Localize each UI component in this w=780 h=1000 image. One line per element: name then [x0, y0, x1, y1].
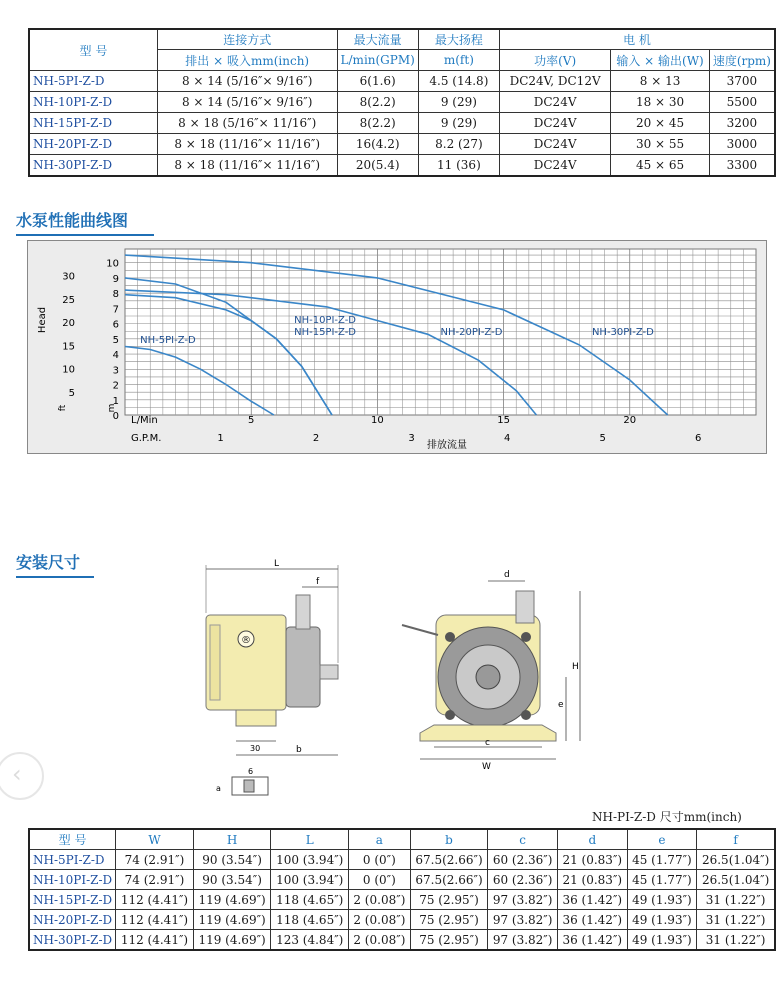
dimensions-table — [28, 828, 776, 951]
x-tick-gpm: 5 — [599, 433, 606, 444]
spec-flow: 8(2.2) — [337, 113, 418, 134]
dims-cell: 75 (2.95″) — [410, 930, 488, 951]
spec-head: 9 (29) — [418, 113, 499, 134]
dims-cell: 49 (1.93″) — [627, 910, 697, 930]
y-tick-m: 8 — [112, 289, 119, 301]
spec-connection: 8 × 18 (11/16″× 11/16″) — [157, 134, 337, 155]
install-section-title-text: 安装尺寸 — [16, 553, 81, 572]
x-unit-lmin: L/Min — [131, 415, 158, 426]
y-tick-m: 2 — [112, 380, 119, 392]
dims-cell: 31 (1.22″) — [697, 930, 775, 951]
dims-cell: 75 (2.95″) — [410, 890, 488, 910]
spec-header-head-unit: m(ft) — [418, 50, 499, 71]
dims-cell: 45 (1.77″) — [627, 850, 697, 870]
ft-unit-label: ft — [58, 404, 68, 412]
drawing-caption: NH-PI-Z-D 尺寸mm(inch) — [592, 810, 742, 824]
dims-header-model: 型 号 — [29, 829, 116, 850]
spec-model: NH-5PI-Z-D — [29, 71, 157, 92]
dims-cell: 119 (4.69″) — [193, 890, 271, 910]
dims-cell: 2 (0.08″) — [349, 890, 411, 910]
bolt — [521, 632, 531, 642]
dims-cell: 67.5(2.66″) — [410, 850, 488, 870]
dims-cell: 118 (4.65″) — [271, 910, 349, 930]
dims-header-a: a — [349, 829, 411, 850]
dims-cell: 31 (1.22″) — [697, 910, 775, 930]
dims-header-d: d — [557, 829, 627, 850]
curve-section-title — [16, 208, 128, 231]
inlet-center — [476, 665, 500, 689]
table-row — [29, 71, 775, 92]
dims-cell: 45 (1.77″) — [627, 870, 697, 890]
y-tick-ft: 25 — [62, 294, 75, 306]
spec-header-power: 功率(V) — [499, 50, 610, 71]
title-underline — [16, 576, 94, 578]
dims-cell: NH-30PI-Z-D — [29, 930, 116, 951]
spec-io: 8 × 13 — [611, 71, 710, 92]
table-row — [29, 155, 775, 177]
series-label: NH-15PI-Z-D — [294, 327, 357, 339]
y-tick-ft: 15 — [62, 341, 75, 353]
dims-header-c: c — [488, 829, 558, 850]
dims-cell: 67.5(2.66″) — [410, 870, 488, 890]
dims-cell: 36 (1.42″) — [557, 930, 627, 951]
dims-cell: 31 (1.22″) — [697, 890, 775, 910]
dims-cell: 100 (3.94″) — [271, 870, 349, 890]
label-b: b — [296, 745, 302, 755]
label-d: d — [504, 570, 510, 580]
lead-wire — [402, 625, 438, 635]
title-underline — [16, 234, 154, 236]
dims-cell: 0 (0″) — [349, 850, 411, 870]
bolt — [445, 710, 455, 720]
dims-header-L: L — [271, 829, 349, 850]
y-tick-ft: 30 — [62, 271, 75, 283]
curve-section-title-text: 水泵性能曲线图 — [16, 211, 129, 230]
spec-speed: 3000 — [709, 134, 775, 155]
table-row — [29, 910, 775, 930]
dims-cell: 60 (2.36″) — [488, 850, 558, 870]
table-row — [29, 890, 775, 910]
y-tick-m: 3 — [112, 365, 119, 377]
label-L: L — [274, 559, 280, 569]
dims-header-b: b — [410, 829, 488, 850]
dims-cell: 0 (0″) — [349, 870, 411, 890]
spec-header-motor: 电 机 — [499, 29, 775, 50]
spec-head: 8.2 (27) — [418, 134, 499, 155]
y-tick-m: 4 — [112, 350, 119, 362]
spec-connection: 8 × 18 (11/16″× 11/16″) — [157, 155, 337, 177]
label-H: H — [572, 662, 579, 672]
label-W: W — [482, 762, 491, 772]
table-row — [29, 92, 775, 113]
spec-header-connection: 连接方式 — [157, 29, 337, 50]
spec-header-io: 输入 × 输出(W) — [611, 50, 710, 71]
spec-head: 9 (29) — [418, 92, 499, 113]
dims-cell: 36 (1.42″) — [557, 890, 627, 910]
spec-speed: 3700 — [709, 71, 775, 92]
dims-cell: 74 (2.91″) — [116, 870, 194, 890]
dims-cell: 74 (2.91″) — [116, 850, 194, 870]
y-tick-ft: 5 — [68, 387, 75, 399]
spec-speed: 3200 — [709, 113, 775, 134]
nav-previous-button[interactable] — [0, 752, 44, 800]
spec-flow: 6(1.6) — [337, 71, 418, 92]
dims-cell: 112 (4.41″) — [116, 930, 194, 951]
dimension-drawing — [188, 555, 598, 800]
spec-header-speed: 速度(rpm) — [709, 50, 775, 71]
bolt — [521, 710, 531, 720]
y-tick-m: 9 — [112, 273, 119, 285]
y-tick-m: 10 — [106, 258, 119, 270]
dims-cell: 49 (1.93″) — [627, 890, 697, 910]
x-tick-gpm: 6 — [695, 433, 702, 444]
x-tick-lmin: 5 — [248, 415, 255, 426]
series-label: NH-20PI-Z-D — [440, 327, 503, 339]
spec-table — [28, 28, 776, 177]
spec-head: 11 (36) — [418, 155, 499, 177]
table-row — [29, 134, 775, 155]
spec-io: 18 × 30 — [611, 92, 710, 113]
label-a: a — [216, 784, 221, 793]
spec-flow: 8(2.2) — [337, 92, 418, 113]
label-6: 6 — [248, 767, 254, 776]
performance-chart — [27, 240, 767, 454]
spec-power: DC24V — [499, 134, 610, 155]
dims-header-H: H — [193, 829, 271, 850]
spec-header-max-flow: 最大流量 — [337, 29, 418, 50]
spec-header-connection-sub: 排出 × 吸入mm(inch) — [157, 50, 337, 71]
series-label: NH-5PI-Z-D — [140, 334, 196, 346]
series-label: NH-30PI-Z-D — [591, 327, 654, 339]
dims-cell: 2 (0.08″) — [349, 910, 411, 930]
spec-power: DC24V, DC12V — [499, 71, 610, 92]
dims-cell: 75 (2.95″) — [410, 910, 488, 930]
m-unit-label: m — [107, 403, 117, 413]
dims-cell: 90 (3.54″) — [193, 850, 271, 870]
y-tick-zero: 0 — [112, 411, 119, 422]
dims-cell: 26.5(1.04″) — [697, 870, 775, 890]
dims-cell: 60 (2.36″) — [488, 870, 558, 890]
dims-cell: 112 (4.41″) — [116, 890, 194, 910]
x-tick-gpm: 4 — [503, 433, 511, 444]
label-e: e — [558, 700, 564, 710]
spec-power: DC24V — [499, 92, 610, 113]
spec-connection: 8 × 18 (5/16″× 11/16″) — [157, 113, 337, 134]
dims-cell: 21 (0.83″) — [557, 870, 627, 890]
dims-cell: 112 (4.41″) — [116, 910, 194, 930]
x-tick-gpm: 2 — [312, 433, 320, 444]
spec-model: NH-30PI-Z-D — [29, 155, 157, 177]
table-row — [29, 113, 775, 134]
dims-cell: 97 (3.82″) — [488, 890, 558, 910]
spec-flow: 20(5.4) — [337, 155, 418, 177]
spec-connection: 8 × 14 (5/16″× 9/16″) — [157, 71, 337, 92]
spec-model: NH-15PI-Z-D — [29, 113, 157, 134]
dims-cell: 97 (3.82″) — [488, 930, 558, 951]
spec-model: NH-10PI-Z-D — [29, 92, 157, 113]
spec-io: 20 × 45 — [611, 113, 710, 134]
y-tick-ft: 10 — [62, 364, 75, 376]
dims-cell: 90 (3.54″) — [193, 870, 271, 890]
spec-head: 4.5 (14.8) — [418, 71, 499, 92]
logo-mark: ® — [241, 635, 251, 646]
dims-cell: NH-5PI-Z-D — [29, 850, 116, 870]
inlet-port — [320, 665, 338, 679]
y-tick-m: 7 — [112, 304, 119, 316]
dims-cell: 26.5(1.04″) — [697, 850, 775, 870]
dims-cell: 119 (4.69″) — [193, 930, 271, 951]
y-axis-label: Head — [37, 306, 48, 334]
dims-cell: 100 (3.94″) — [271, 850, 349, 870]
dims-cell: NH-15PI-Z-D — [29, 890, 116, 910]
x-tick-lmin: 15 — [497, 415, 510, 426]
x-tick-lmin: 20 — [623, 415, 637, 426]
spec-io: 45 × 65 — [611, 155, 710, 177]
side-view — [206, 559, 338, 795]
x-tick-lmin: 10 — [371, 415, 384, 426]
front-view — [402, 570, 580, 772]
chevron-left-icon: ‹ — [12, 760, 22, 788]
dims-cell: 21 (0.83″) — [557, 850, 627, 870]
x-unit-gpm: G.P.M. — [131, 433, 162, 444]
dims-cell: NH-10PI-Z-D — [29, 870, 116, 890]
spec-io: 30 × 55 — [611, 134, 710, 155]
table-row — [29, 870, 775, 890]
spec-power: DC24V — [499, 155, 610, 177]
label-c: c — [485, 738, 490, 748]
install-section-title — [16, 550, 80, 573]
y-tick-ft: 20 — [62, 318, 75, 330]
y-tick-m: 1 — [112, 395, 119, 407]
x-axis-label: 排放流量 — [427, 440, 467, 451]
dims-cell: 36 (1.42″) — [557, 910, 627, 930]
spec-flow: 16(4.2) — [337, 134, 418, 155]
spec-header-max-head: 最大扬程 — [418, 29, 499, 50]
y-tick-m: 5 — [112, 334, 119, 346]
y-tick-m: 6 — [112, 319, 119, 331]
spec-header-model: 型 号 — [29, 29, 157, 71]
x-tick-gpm: 1 — [217, 433, 224, 444]
dims-cell: 119 (4.69″) — [193, 910, 271, 930]
spec-speed: 5500 — [709, 92, 775, 113]
table-row — [29, 850, 775, 870]
spec-header-flow-unit: L/min(GPM) — [337, 50, 418, 71]
label-f: f — [316, 577, 320, 587]
label-30: 30 — [250, 744, 261, 753]
outlet-port — [296, 595, 310, 629]
dims-cell: 118 (4.65″) — [271, 890, 349, 910]
dims-cell: 2 (0.08″) — [349, 930, 411, 951]
dims-cell: NH-20PI-Z-D — [29, 910, 116, 930]
series-label: NH-10PI-Z-D — [294, 315, 357, 327]
dims-header-f: f — [697, 829, 775, 850]
table-row — [29, 930, 775, 951]
dims-cell: 97 (3.82″) — [488, 910, 558, 930]
spec-connection: 8 × 14 (5/16″× 9/16″) — [157, 92, 337, 113]
mount-foot — [236, 710, 276, 726]
dims-header-W: W — [116, 829, 194, 850]
front-outlet — [516, 591, 534, 623]
x-tick-gpm: 3 — [408, 433, 415, 444]
dims-cell: 123 (4.84″) — [271, 930, 349, 951]
bolt — [445, 632, 455, 642]
pump-head — [286, 627, 320, 707]
dims-cell: 49 (1.93″) — [627, 930, 697, 951]
spec-speed: 3300 — [709, 155, 775, 177]
foot-slot — [244, 780, 254, 792]
spec-model: NH-20PI-Z-D — [29, 134, 157, 155]
motor-fin — [210, 625, 220, 700]
dims-header-e: e — [627, 829, 697, 850]
spec-power: DC24V — [499, 113, 610, 134]
